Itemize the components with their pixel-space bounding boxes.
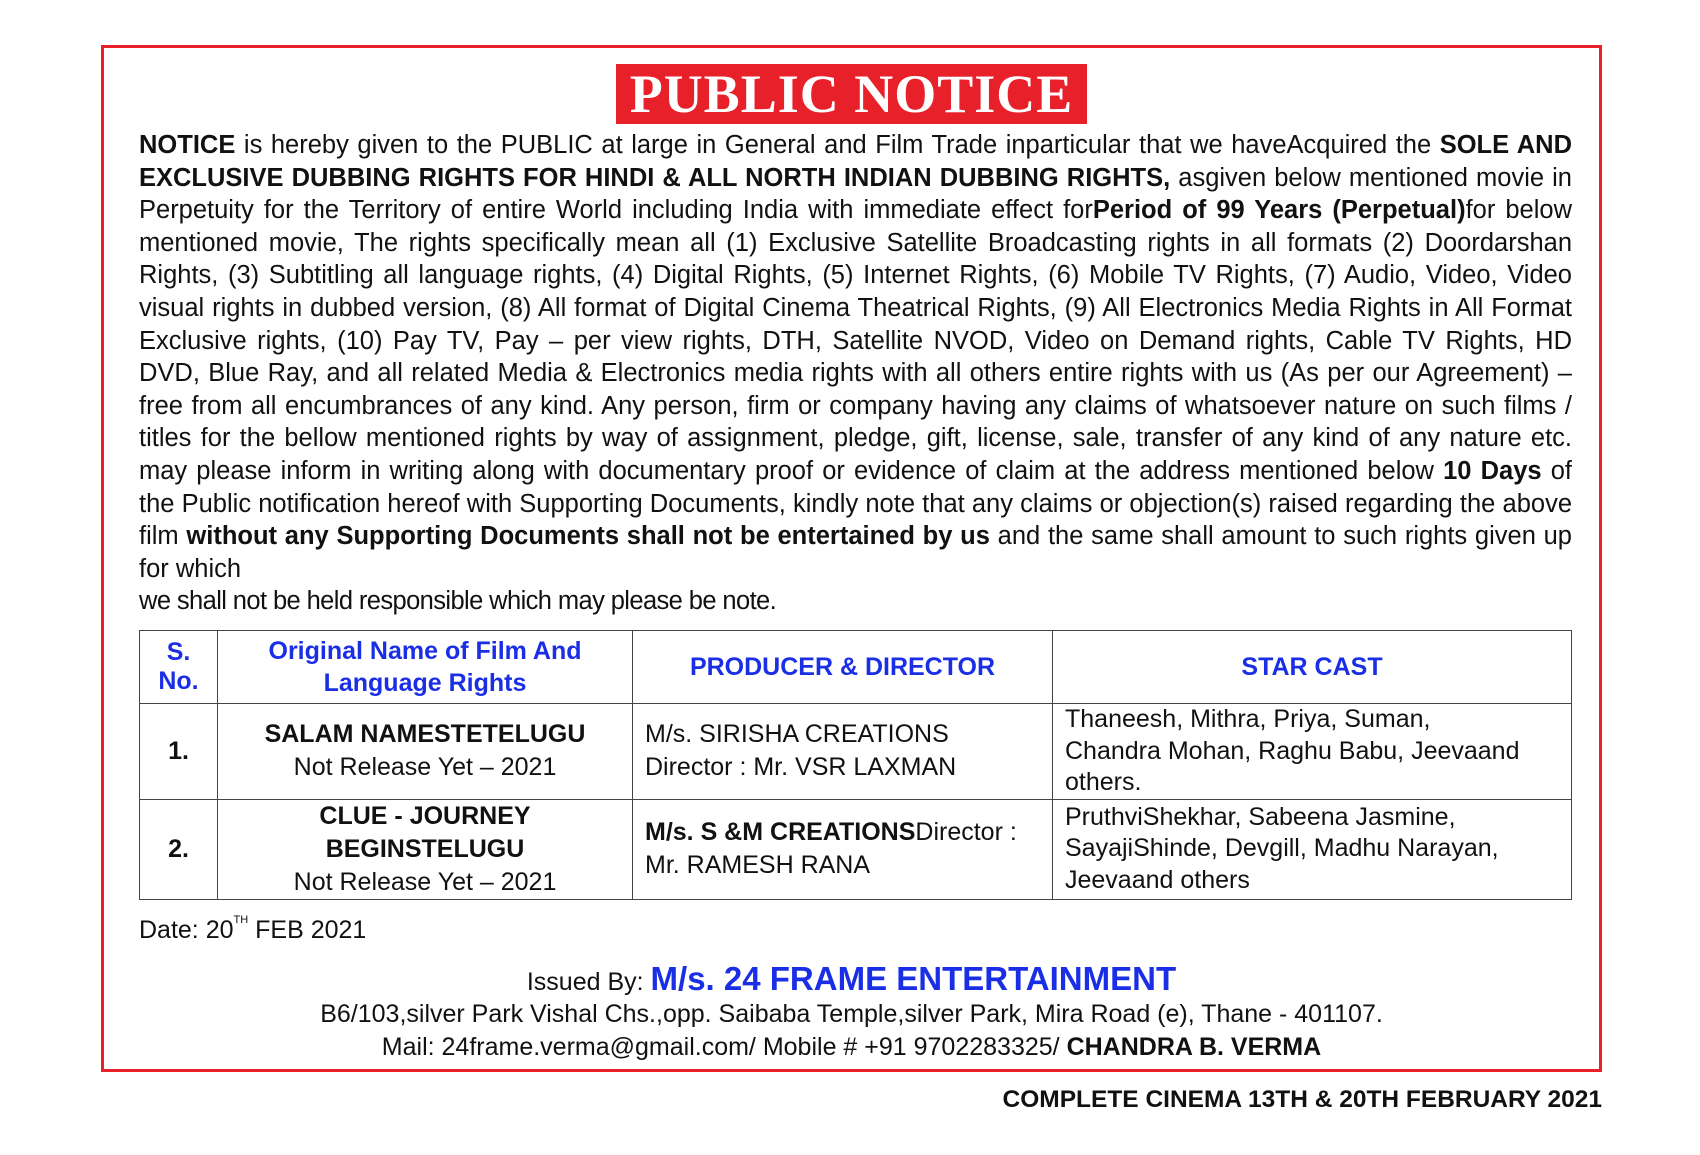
contact-person: CHANDRA B. VERMA — [1066, 1033, 1322, 1061]
header-sno: S. No. — [140, 631, 218, 704]
films-table — [139, 630, 1572, 900]
row-producer — [633, 799, 1053, 899]
notice-segment: and the same shall amount to such rights given up for which — [139, 522, 1572, 583]
header-cast: STAR CAST — [1053, 631, 1572, 704]
table-header-row — [140, 631, 1572, 704]
cast-line: SayajiShinde, Devgill, Madhu Narayan, — [1065, 834, 1499, 863]
director-line — [645, 751, 1040, 784]
film-name: CLUE - JOURNEY BEGINSTELUGU — [319, 801, 531, 863]
notice-segment: of the Public notification hereof with Supporting Documents, kindly note that any claims or objection(s) raised regarding the above film — [139, 456, 1572, 551]
row-sno: 2. — [140, 799, 218, 899]
row-cast — [1053, 799, 1572, 899]
notice-body — [139, 129, 1572, 618]
notice-segment: for below mentioned movie, The rights specifically mean all (1) Exclusive Satellite Broadcasting rights in all formats (2) Doordarshan Rights, (3) Subtitling all language rights, (4) Digital Rights, (5) Internet Rights, (6) Mobile TV Rights, (7) Audio, Video, Video visual rights in dubbed version, (8) All format of Digital Cinema Theatrical Rights, (9) All Electronics Media Rights in All Format Exclusive rights, (10) Pay TV, Pay – per view rights, DTH, Satellite NVOD, Video on Demand rights, Cable TV Rights, HD DVD, Blue Ray, and all related Media & Electronics media rights with all others entire rights with us (As per our Agreement) –free from all encumbrances of any kind. Any person, firm or company having any claims of whatsoever nature on such films / titles for the bellow mentioned rights by way of assignment, pledge, gift, license, sale, transfer of any kind of any nature etc. may please inform in writing along with documentary proof or evidence of claim at the address mentioned below — [139, 196, 1572, 485]
cast-line: PruthviShekhar, Sabeena Jasmine, — [1065, 802, 1456, 831]
notice-segment: is hereby given to the PUBLIC at large in General and Film Trade inparticular that we haveAcquired the — [235, 131, 1440, 159]
table-row — [140, 799, 1572, 899]
row-sno: 1. — [140, 704, 218, 800]
notice-segment: without any Supporting Documents shall not be entertained by us — [186, 522, 990, 551]
notice-segment: Period of 99 Years (Perpetual) — [1092, 196, 1466, 225]
director-label: Director : — [915, 818, 1017, 846]
publication-footer: COMPLETE CINEMA 13TH & 20TH FEBRUARY 2021 — [1002, 1086, 1602, 1113]
header-film: Original Name of Film And Language Rights — [218, 631, 633, 704]
film-release: Not Release Yet – 2021 — [293, 867, 557, 896]
title-wrap — [104, 64, 1599, 124]
row-film — [218, 704, 633, 800]
notice-date: Date: 20TH FEB 2021 — [139, 914, 367, 944]
header-producer: PRODUCER & DIRECTOR — [633, 631, 1053, 704]
film-name: SALAM NAMESTETELUGU — [264, 720, 586, 749]
notice-title: PUBLIC NOTICE — [616, 64, 1088, 124]
producer-name: M/s. SIRISHA CREATIONS — [645, 720, 949, 749]
issuer-mail: Mail: 24frame.verma@gmail.com/ Mobile # +91 9702283325/ — [381, 1033, 1067, 1061]
issuer-contact — [104, 1033, 1599, 1062]
issued-by — [104, 960, 1599, 998]
director-label: Director : — [645, 753, 754, 782]
notice-segment: asgiven below mentioned movie in Perpetuity for the Territory of entire World including India with immediate effect for — [139, 163, 1572, 225]
cast-line: others. — [1065, 768, 1142, 796]
notice-segment: NOTICE — [139, 131, 236, 159]
row-producer — [633, 704, 1053, 800]
producer-name: M/s. S &M CREATIONS — [645, 818, 916, 846]
issued-label: Issued By: — [526, 968, 651, 996]
cast-line: Chandra Mohan, Raghu Babu, Jeevaand — [1065, 736, 1520, 765]
notice-frame — [101, 45, 1602, 1072]
notice-paragraph — [139, 129, 1572, 585]
table-row — [140, 704, 1572, 800]
director-name: Mr. RAMESH RANA — [645, 851, 871, 879]
notice-segment: 10 Days — [1443, 456, 1542, 485]
row-film — [218, 799, 633, 899]
notice-segment: SOLE AND EXCLUSIVE DUBBING RIGHTS FOR HINDI & ALL NORTH INDIAN DUBBING RIGHTS, — [139, 131, 1572, 192]
cast-line: Thaneesh, Mithra, Priya, Suman, — [1065, 705, 1431, 733]
notice-last-line: we shall not be held responsible which may please be note. — [139, 587, 777, 616]
issuer-address: B6/103,silver Park Vishal Chs.,opp. Saibaba Temple,silver Park, Mira Road (e), Thane - 401107. — [320, 1000, 1383, 1028]
issuer-company: M/s. 24 FRAME ENTERTAINMENT — [650, 960, 1177, 997]
director-name: Mr. VSR LAXMAN — [753, 753, 957, 782]
cast-line: Jeevaand others — [1065, 865, 1250, 894]
film-release: Not Release Yet – 2021 — [293, 753, 557, 782]
row-cast — [1053, 704, 1572, 800]
producer-line — [645, 816, 1040, 849]
